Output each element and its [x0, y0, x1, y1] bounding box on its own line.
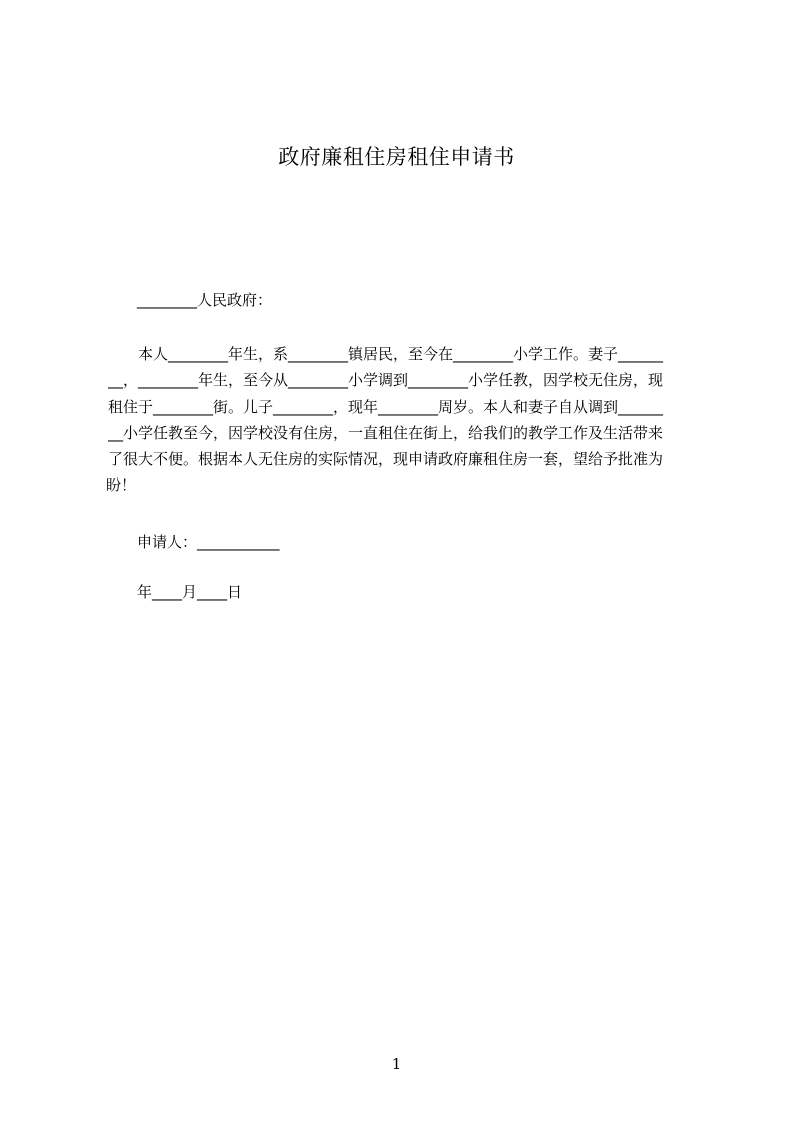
page-number: 1	[391, 1055, 402, 1073]
body-line-2: __，________年生，至今从________小学调到________小学任教，因学校无住房，现	[108, 371, 664, 390]
body-line-1: 本人________年生，系________镇居民，至今在________小学工作。妻子______	[138, 345, 664, 363]
body-line-6: 盼！	[106, 476, 137, 495]
applicant-signature-line: 申请人：___________	[137, 533, 280, 551]
application-body	[108, 343, 700, 501]
body-line-5: 了很大不便。根据本人无住房的实际情况，现申请政府廉租住房一套，望给予批准为	[108, 450, 664, 469]
body-line-3: 租住于________街。儿子________，现年________周岁。本人和妻子自从调到______	[108, 397, 664, 416]
addressee-line: ________人民政府：	[137, 291, 273, 309]
page-title: 政府廉租住房租住申请书	[278, 145, 515, 169]
date-line: 年____月____日	[137, 583, 243, 601]
body-line-4: __小学任教至今，因学校没有住房，一直租住在街上，给我们的教学工作及生活带来	[108, 423, 664, 442]
